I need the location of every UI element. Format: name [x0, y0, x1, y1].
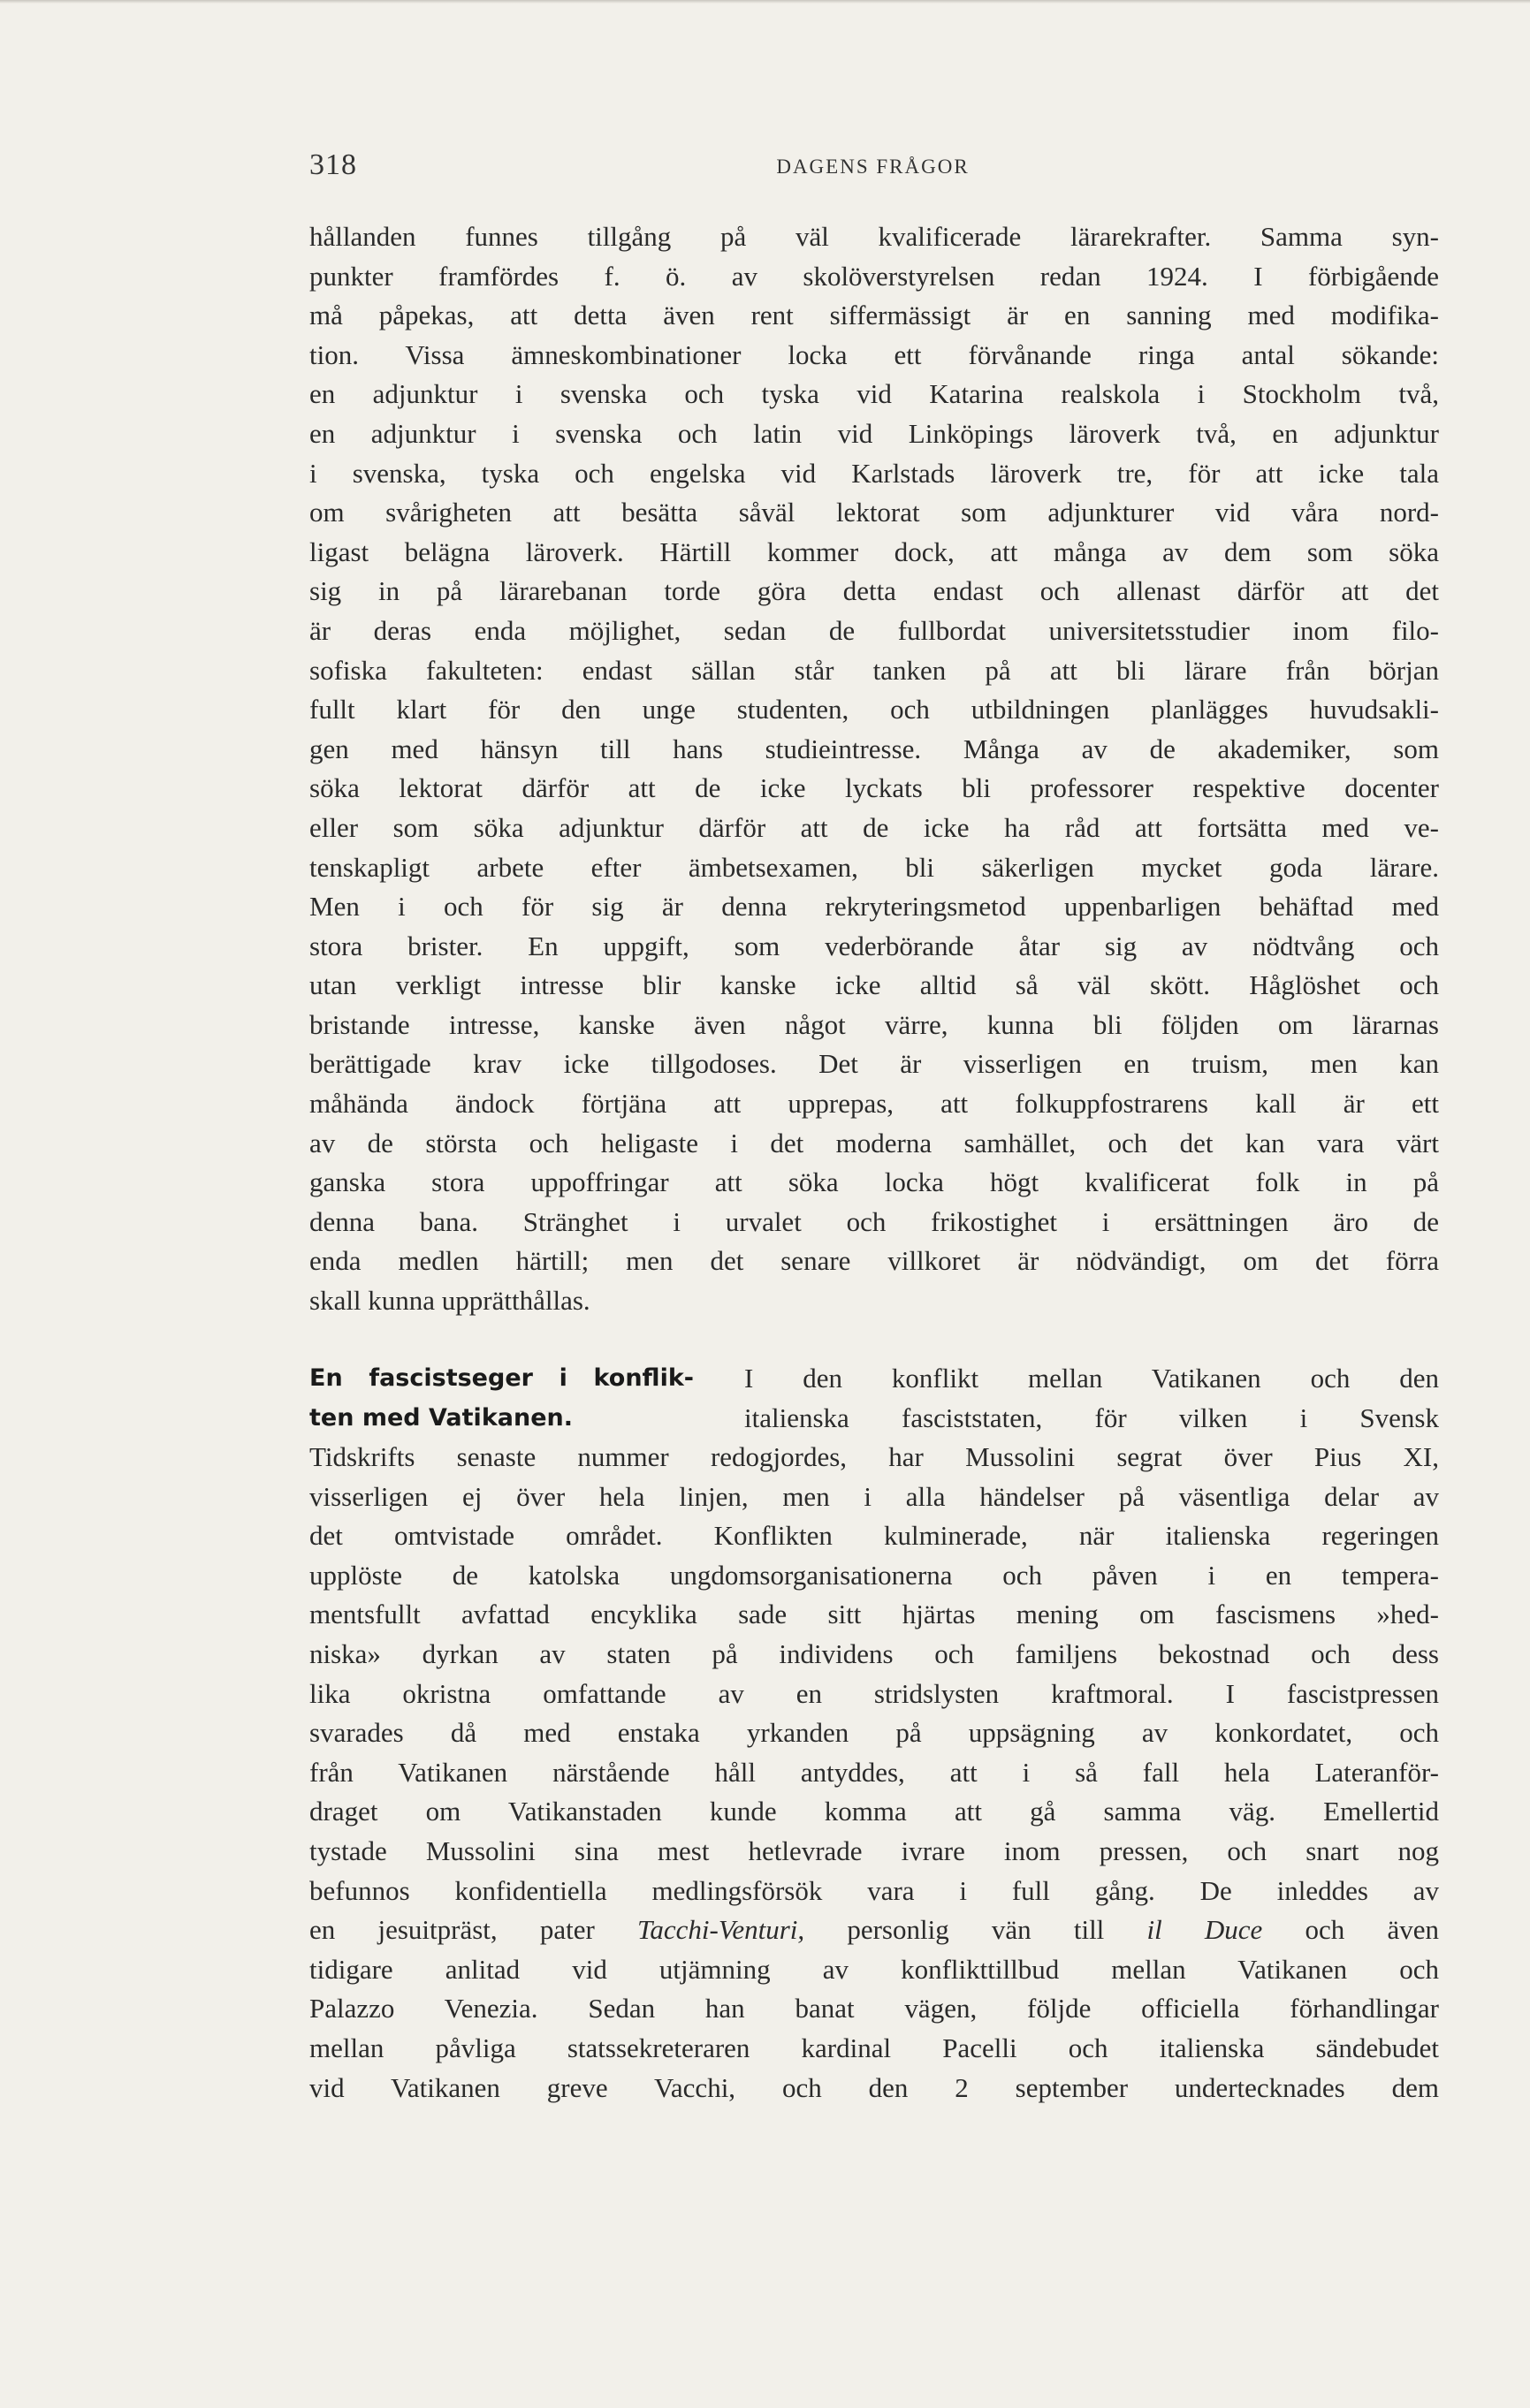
text-line: vid Vatikanen greve Vacchi, och den 2 september undertecknades dem — [309, 2071, 1439, 2103]
text-line: berättigade krav icke tillgodoses. Det är visserligen en truism, men kan — [309, 1048, 1439, 1080]
text-line: om svårigheten att besätta såväl lektorat som adjunkturer vid våra nord- — [309, 497, 1439, 528]
section-body — [309, 1438, 1439, 1910]
italic-name: Tacchi-Venturi, — [636, 1914, 805, 1946]
section-fascist-victory — [309, 1359, 1439, 2108]
page-top-edge — [0, 0, 1530, 4]
text-line: tenskapligt arbete efter ämbetsexamen, bli säkerligen mycket goda lärare. — [309, 851, 1439, 883]
text-line: hållanden funnes tillgång på väl kvalificerade lärarekrafter. Samma syn- — [309, 221, 1439, 252]
text-line: det omtvistade området. Konflikten kulminerade, när italienska regeringen — [309, 1520, 1439, 1552]
text-line: visserligen ej över hela linjen, men i alla händelser på väsentliga delar av — [309, 1480, 1439, 1512]
text-line: tystade Mussolini sina mest hetlevrade ivrare inom pressen, och snart nog — [309, 1834, 1439, 1866]
section-body-continued — [309, 1950, 1439, 2108]
text-line: Palazzo Venezia. Sedan han banat vägen, följde officiella förhandlingar — [309, 1993, 1439, 2024]
text-line: eller som söka adjunktur därför att de icke ha råd att fortsätta med ve- — [309, 811, 1439, 843]
text-line: italienska fasciststaten, för vilken i Svensk — [744, 1402, 1439, 1433]
text-line: svarades då med enstaka yrkanden på uppsägning av konkordatet, och — [309, 1717, 1439, 1749]
text-line: mentsfullt avfattad encyklika sade sitt hjärtas mening om fascismens »hed- — [309, 1599, 1439, 1630]
page-header — [309, 148, 1436, 187]
text-line: niska» dyrkan av staten på individens och familjens bekostnad och dess — [309, 1637, 1439, 1669]
section-heading-row — [309, 1359, 1439, 1438]
text-fragment: och även — [1262, 1914, 1439, 1946]
running-head: DAGENS FRÅGOR — [776, 156, 970, 178]
text-line: denna bana. Stränghet i urvalet och frikostighet i ersättningen äro de — [309, 1205, 1439, 1237]
text-line: en adjunktur i svenska och tyska vid Katarina realskola i Stockholm två, — [309, 378, 1439, 410]
text-line: sig in på lärarebanan torde göra detta endast och allenast därför att det — [309, 575, 1439, 607]
text-line: är deras enda möjlighet, sedan de fullbordat universitetsstudier inom filo- — [309, 614, 1439, 646]
text-line: måhända ändock förtjäna att upprepas, att folkuppfostrarens kall är ett — [309, 1088, 1439, 1120]
text-line: bristande intresse, kanske även något värre, kunna bli följden om lärarnas — [309, 1008, 1439, 1040]
paragraph-one — [309, 217, 1439, 1321]
heading-adjacent-text — [744, 1359, 1439, 1438]
text-line: I den konflikt mellan Vatikanen och den — [744, 1363, 1439, 1394]
text-line: i svenska, tyska och engelska vid Karlstads läroverk tre, för att icke tala — [309, 457, 1439, 489]
text-line: söka lektorat därför att de icke lyckats bli professorer respektive docenter — [309, 772, 1439, 804]
page-number: 318 — [309, 148, 357, 181]
text-fragment: en jesuitpräst, pater — [309, 1914, 637, 1946]
text-line: punkter framfördes f. ö. av skolöverstyrelsen redan 1924. I förbigående — [309, 260, 1439, 292]
text-line: upplöste de katolska ungdomsorganisationerna och påven i en tempera- — [309, 1559, 1439, 1591]
text-line: stora brister. En uppgift, som vederbörande åtar sig av nödtvång och — [309, 930, 1439, 961]
side-heading — [309, 1359, 694, 1438]
text-line: en adjunktur i svenska och latin vid Linköpings läroverk två, en adjunktur — [309, 417, 1439, 449]
text-line: Men i och för sig är denna rekryteringsmetod uppenbarligen behäftad med — [309, 891, 1439, 923]
text-line: lika okristna omfattande av en stridslysten kraftmoral. I fascistpressen — [309, 1677, 1439, 1709]
text-line: från Vatikanen närstående håll antyddes, att i så fall hela Lateranför- — [309, 1756, 1439, 1788]
side-heading-line: En fascistseger i konflik- — [309, 1364, 694, 1392]
text-line: enda medlen härtill; men det senare villkoret är nödvändigt, om det förra — [309, 1245, 1439, 1277]
text-line-with-italics — [309, 1910, 1439, 1950]
text-fragment: personlig vän till — [804, 1914, 1147, 1946]
text-line: ganska stora uppoffringar att söka locka högt kvalificerat folk in på — [309, 1166, 1439, 1198]
text-line: draget om Vatikanstaden kunde komma att gå samma väg. Emellertid — [309, 1796, 1439, 1827]
text-line: mellan påvliga statssekreteraren kardinal Pacelli och italienska sändebudet — [309, 2032, 1439, 2063]
text-line: fullt klart för den unge studenten, och utbildningen planlägges huvudsakli- — [309, 694, 1439, 725]
side-heading-line: ten med Vatikanen. — [309, 1403, 574, 1432]
text-line: tidigare anlitad vid utjämning av konflikttillbud mellan Vatikanen och — [309, 1953, 1439, 1985]
text-line: utan verkligt intresse blir kanske icke alltid så väl skött. Håglöshet och — [309, 969, 1439, 1001]
text-line: må påpekas, att detta även rent siffermässigt är en sanning med modifika- — [309, 300, 1439, 331]
text-line: ligast belägna läroverk. Härtill kommer dock, att många av dem som söka — [309, 536, 1439, 567]
italic-title: il Duce — [1146, 1914, 1263, 1946]
text-line: skall kunna upprätthållas. — [309, 1285, 590, 1317]
text-line: tion. Vissa ämneskombinationer locka ett förvånande ringa antal sökande: — [309, 338, 1439, 370]
text-line: sofiska fakulteten: endast sällan står tanken på att bli lärare från början — [309, 654, 1439, 686]
text-line: gen med hänsyn till hans studieintresse. Många av de akademiker, som — [309, 733, 1439, 764]
text-line: Tidskrifts senaste nummer redogjordes, har Mussolini segrat över Pius XI, — [309, 1441, 1439, 1472]
text-line: av de största och heligaste i det moderna samhället, och det kan vara värt — [309, 1127, 1439, 1158]
text-line: befunnos konfidentiella medlingsförsök vara i full gång. De inleddes av — [309, 1874, 1439, 1906]
